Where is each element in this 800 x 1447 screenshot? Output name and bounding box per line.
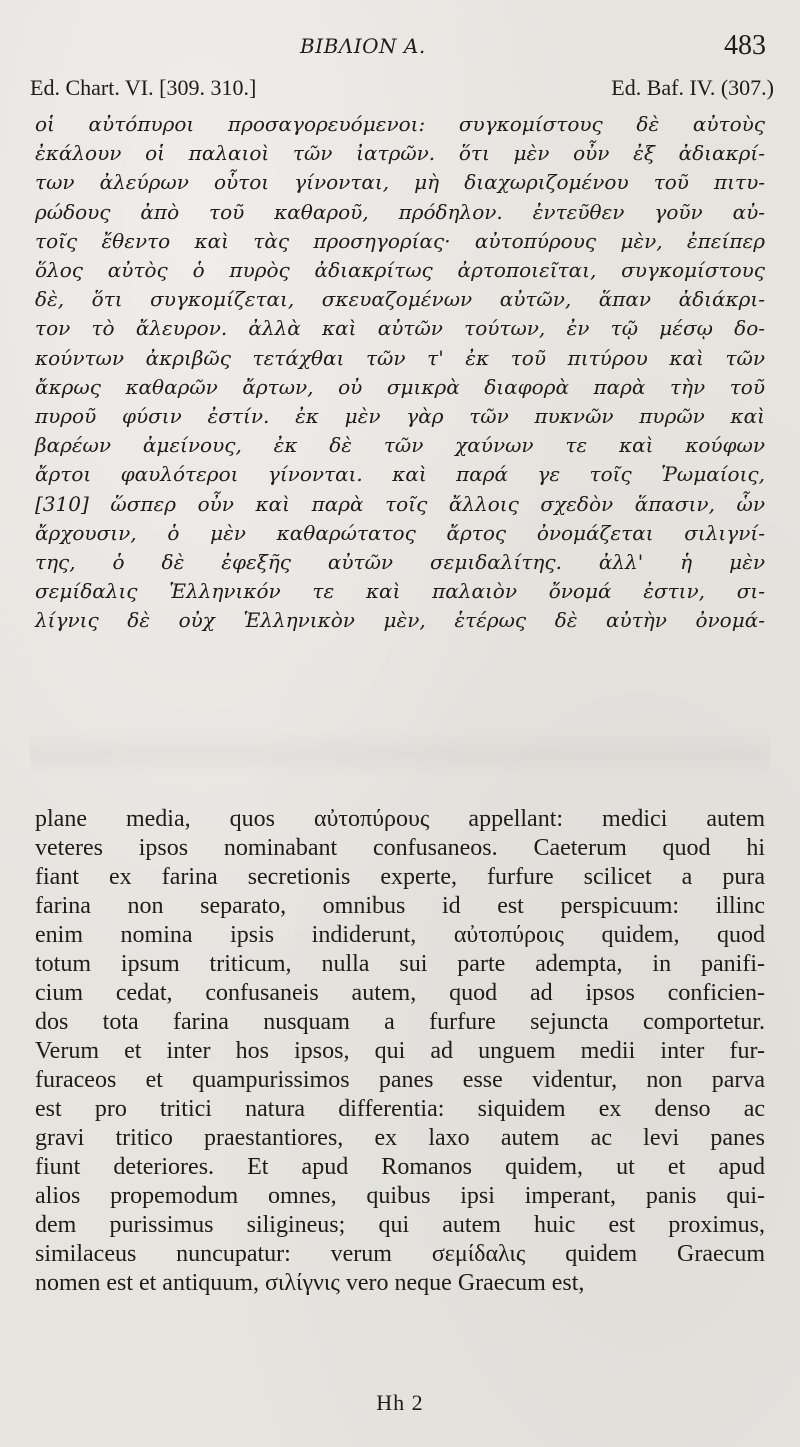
- running-head: [0, 28, 800, 68]
- edition-reference-line: [30, 75, 774, 105]
- faint-bleed-through-band: [30, 730, 770, 778]
- latin-line: dos tota farina nusquam a furfure sejuncta comportetur.: [35, 1009, 765, 1035]
- greek-line: τοῖς ἔθεντο καὶ τὰς προσηγορίας· αὐτοπύρους μὲν, ἐπείπερ: [35, 228, 765, 253]
- latin-line: alios propemodum omnes, quibus ipsi imperant, panis qui-: [35, 1183, 765, 1209]
- latin-line: furaceos et quampurissimos panes esse videntur, non parva: [35, 1067, 765, 1093]
- edition-bas-reference: Ed. Baf. IV. (307.): [611, 75, 774, 100]
- latin-line: totum ipsum triticum, nulla sui parte adempta, in panifi-: [35, 951, 765, 977]
- greek-line: [310] ὥσπερ οὖν καὶ παρὰ τοῖς ἄλλοις σχεδὸν ἅπασιν, ὧν: [35, 491, 765, 516]
- greek-line: της, ὁ δὲ ἐφεξῆς αὐτῶν σεμιδαλίτης. ἀλλ' ἡ μὲν: [35, 550, 765, 575]
- page-number: 483: [724, 30, 766, 61]
- edition-chart-reference: Ed. Chart. VI. [309. 310.]: [30, 75, 257, 100]
- signature-mark: Hh 2: [376, 1390, 424, 1415]
- greek-line: δὲ, ὅτι συγκομίζεται, σκευαζομένων αὐτῶν, ἅπαν ἀδιάκρι-: [35, 287, 765, 312]
- latin-line: veteres ipsos nominabant confusaneos. Caeterum quod hi: [35, 835, 765, 861]
- latin-line: similaceus nuncupatur: verum σεμίδαλις quidem Graecum: [35, 1241, 765, 1267]
- latin-line: nomen est et antiquum, σιλίγνις vero neque Graecum est,: [35, 1270, 585, 1296]
- latin-line: dem purissimus siligineus; qui autem huic est proximus,: [35, 1212, 765, 1238]
- latin-line: plane media, quos αὐτοπύρους appellant: medici autem: [35, 806, 765, 832]
- greek-line: ρώδους ἀπὸ τοῦ καθαροῦ, πρόδηλον. ἐντεῦθεν γοῦν αὐ-: [35, 199, 765, 224]
- greek-line: κούντων ἀκριβῶς τετάχθαι τῶν τ' ἐκ τοῦ πιτύρου καὶ τῶν: [35, 345, 765, 370]
- latin-line: fiunt deteriores. Et apud Romanos quidem, ut et apud: [35, 1154, 765, 1180]
- greek-line: πυροῦ φύσιν ἐστίν. ἐκ μὲν γὰρ τῶν πυκνῶν πυρῶν καὶ: [35, 404, 765, 429]
- latin-line: fiant ex farina secretionis experte, furfure scilicet a pura: [35, 864, 765, 890]
- latin-translation-block: [35, 805, 765, 1298]
- latin-line: farina non separato, omnibus id est perspicuum: illinc: [35, 893, 765, 919]
- greek-line: ἄρτοι φαυλότεροι γίνονται. καὶ παρά γε τοῖς Ῥωμαίοις,: [35, 462, 765, 487]
- greek-line: τον τὸ ἄλευρον. ἀλλὰ καὶ αὐτῶν τούτων, ἐν τῷ μέσῳ δο-: [35, 316, 765, 341]
- latin-line: est pro tritici natura differentia: siquidem ex denso ac: [35, 1096, 765, 1122]
- greek-line: λίγνις δὲ οὐχ Ἑλληνικὸν μὲν, ἑτέρως δὲ αὐτὴν ὀνομά-: [35, 608, 765, 633]
- greek-line: οἱ αὐτόπυροι προσαγορευόμενοι: συγκομίστους δὲ αὐτοὺς: [35, 112, 765, 136]
- greek-line: ἄρχουσιν, ὁ μὲν καθαρώτατος ἄρτος ὀνομάζεται σιλιγνί-: [35, 520, 765, 545]
- greek-line: ὅλος αὐτὸς ὁ πυρὸς ἀδιακρίτως ἀρτοποιεῖται, συγκομίστους: [35, 258, 765, 283]
- greek-line: ἄκρως καθαρῶν ἄρτων, οὐ σμικρὰ διαφορὰ παρὰ τὴν τοῦ: [35, 374, 765, 399]
- book-title: BIBΛION A.: [300, 34, 426, 58]
- latin-line: cium cedat, confusaneis autem, quod ad ipsos conficien-: [35, 980, 765, 1006]
- latin-line: enim nomina ipsis indiderunt, αὐτοπύροις quidem, quod: [35, 922, 765, 948]
- greek-line: βαρέων ἀμείνους, ἐκ δὲ τῶν χαύνων τε καὶ κούφων: [35, 433, 765, 458]
- greek-line: ἐκάλουν οἱ παλαιοὶ τῶν ἰατρῶν. ὅτι μὲν οὖν ἐξ ἀδιακρί-: [35, 141, 765, 166]
- latin-line: Verum et inter hos ipsos, qui ad unguem medii inter fur-: [35, 1038, 765, 1064]
- latin-line: gravi tritico praestantiores, ex laxo autem ac levi panes: [35, 1125, 765, 1151]
- greek-line: σεμίδαλις Ἑλληνικόν τε καὶ παλαιὸν ὄνομά ἐστιν, σι-: [35, 579, 765, 604]
- greek-line: των ἀλεύρων οὗτοι γίνονται, μὴ διαχωριζομένου τοῦ πιτυ-: [35, 170, 765, 195]
- greek-text-block: [35, 110, 765, 636]
